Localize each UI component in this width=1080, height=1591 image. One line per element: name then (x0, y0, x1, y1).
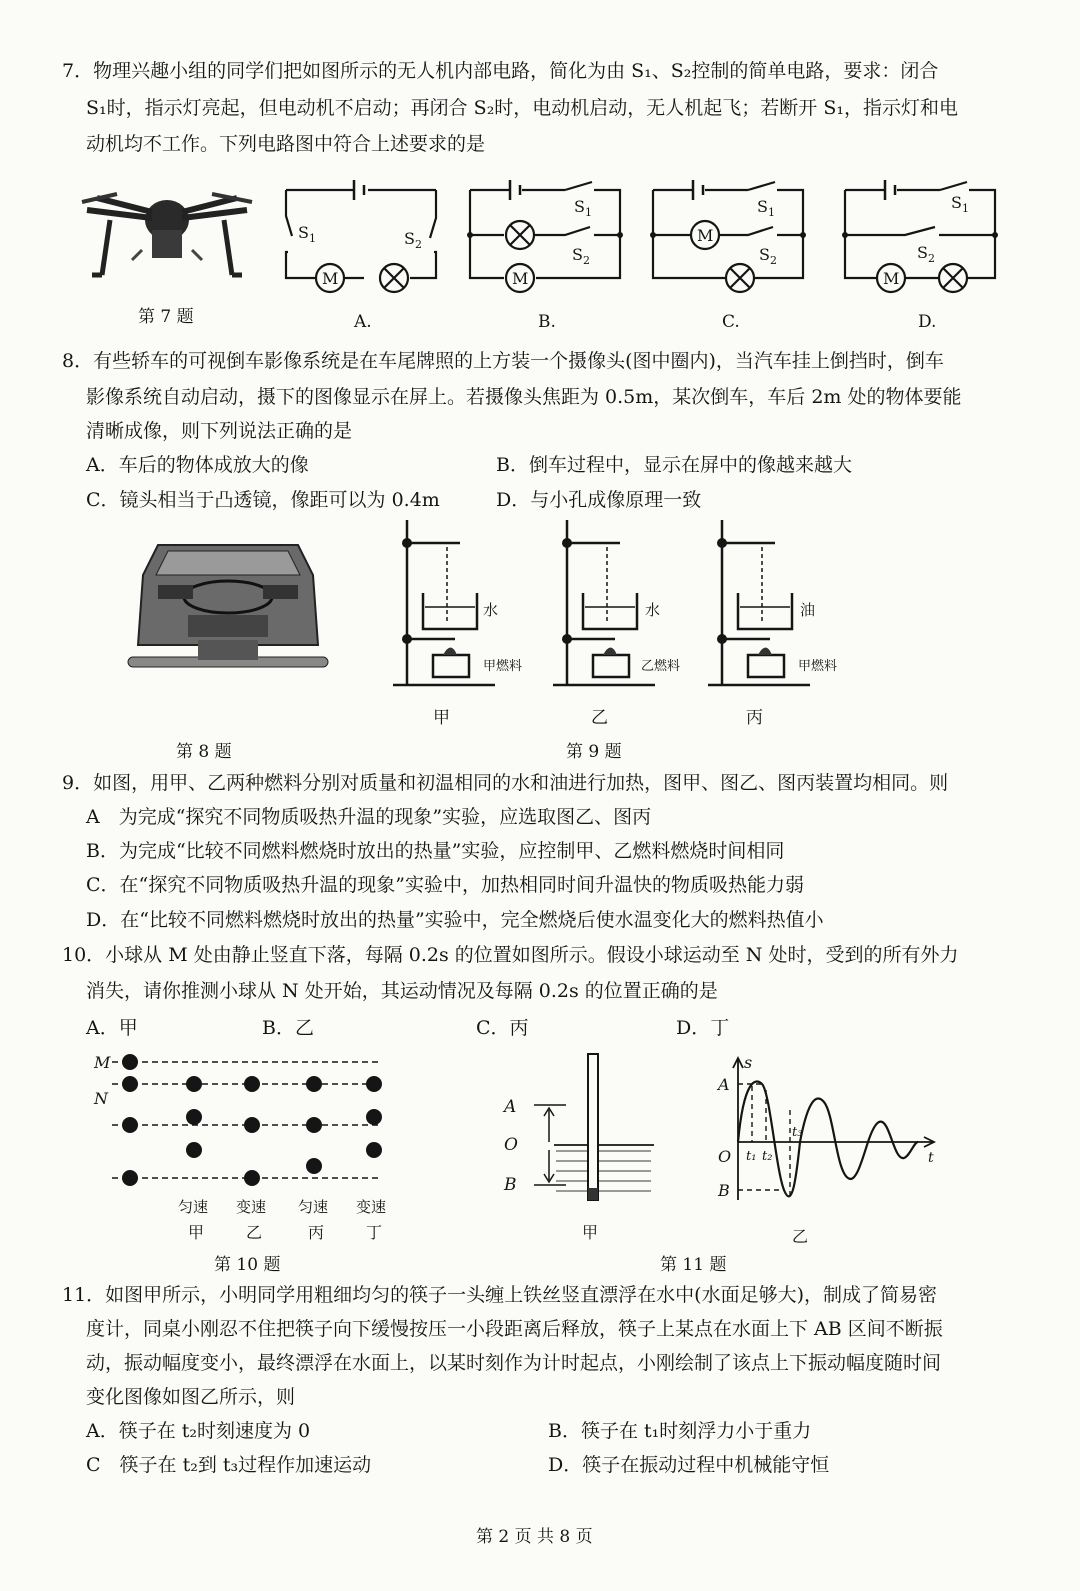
svg-text:乙: 乙 (792, 1227, 809, 1246)
q9-fig-caption: 第 9 题 (566, 742, 622, 762)
svg-text:M: M (512, 269, 529, 288)
q7-option-a: A. (354, 312, 372, 332)
svg-text:B: B (504, 1175, 517, 1195)
svg-text:乙燃料: 乙燃料 (641, 659, 681, 674)
svg-text:S1: $S_1$ (574, 197, 592, 219)
q8-fig-caption: 第 8 题 (176, 742, 232, 762)
svg-text:t₂: t₂ (762, 1149, 773, 1164)
svg-text:S2: $S_2$ (572, 245, 590, 267)
circuit-d (845, 178, 1005, 288)
svg-text:N: N (94, 1089, 108, 1108)
q11-fig-caption: 第 11 题 (660, 1255, 727, 1275)
svg-text:匀速: 匀速 (178, 1198, 209, 1216)
q11-option-b: B．筷子在 t₁时刻浮力小于重力 (548, 1420, 812, 1442)
svg-text:s: s (744, 1053, 753, 1072)
q10-option-a: A．甲 (86, 1017, 138, 1039)
ball-position-diagram (92, 1050, 402, 1250)
q7-fig-caption: 第 7 题 (138, 307, 194, 327)
svg-text:t₁: t₁ (746, 1149, 757, 1164)
q8-option-a: A．车后的物体成放大的像 (86, 454, 309, 476)
page-footer: 第 2 页 共 8 页 (476, 1527, 593, 1547)
q7-line-1: 7．物理兴趣小组的同学们把如图所示的无人机内部电路，简化为由 S₁、S₂控制的简单电路，要求：闭合 (62, 60, 939, 82)
q11-line-2: 度计，同桌小刚忍不住把筷子向下缓慢按压一小段距离后释放，筷子上某点在水面上下 AB 区间不断振 (86, 1318, 943, 1340)
q11-line-4: 变化图像如图乙所示，则 (86, 1386, 296, 1408)
heating-apparatus-yi (545, 515, 685, 690)
q9-apparatus-bing-name: 丙 (746, 708, 763, 728)
q10-fig-caption: 第 10 题 (214, 1255, 281, 1275)
heating-apparatus-jia (385, 515, 525, 690)
q11-option-a: A．筷子在 t₂时刻速度为 0 (86, 1420, 311, 1442)
svg-text:甲: 甲 (188, 1223, 205, 1242)
q10-option-b: B．乙 (262, 1017, 314, 1039)
drone-illustration (82, 180, 252, 290)
q9-apparatus-jia-name: 甲 (433, 708, 450, 728)
svg-text:变速: 变速 (236, 1198, 267, 1216)
q8-option-b: B．倒车过程中，显示在屏中的像越来越大 (496, 454, 852, 476)
q9-option-a: A 为完成“探究不同物质吸热升温的现象”实验，应选取图乙、图丙 (86, 806, 652, 828)
q10-option-d: D．丁 (676, 1017, 730, 1039)
svg-text:丁: 丁 (366, 1223, 383, 1242)
q7-line-2: S₁时，指示灯亮起，但电动机不启动；再闭合 S₂时，电动机启动，无人机起飞；若断开 S₁，指示灯和电 (86, 97, 958, 119)
svg-text:油: 油 (800, 601, 816, 619)
svg-text:S1: $S_1$ (298, 223, 316, 245)
svg-text:S2: $S_2$ (759, 245, 777, 267)
car-rear-illustration (128, 535, 328, 675)
svg-text:B: B (718, 1181, 730, 1200)
svg-text:乙: 乙 (246, 1223, 263, 1242)
q11-option-c: C 筷子在 t₂到 t₃过程作加速运动 (86, 1454, 372, 1476)
q8-line-1: 8．有些轿车的可视倒车影像系统是在车尾牌照的上方装一个摄像头(图中圈内)，当汽车挂上倒挡时，倒车 (62, 350, 944, 372)
circuit-b (470, 178, 630, 288)
svg-text:t: t (928, 1150, 934, 1166)
svg-text:丙: 丙 (308, 1223, 325, 1242)
q7-option-c: C. (722, 312, 740, 332)
svg-text:M: M (94, 1053, 111, 1072)
q10-option-c: C．丙 (476, 1017, 529, 1039)
q8-option-c: C．镜头相当于凸透镜，像距可以为 0.4m (86, 489, 440, 511)
q10-line-1: 10．小球从 M 处由静止竖直下落，每隔 0.2s 的位置如图所示。假设小球运动至 N 处时，受到的所有外力 (62, 944, 959, 966)
q11-option-d: D．筷子在振动过程中机械能守恒 (548, 1454, 830, 1476)
svg-text:S2: $S_2$ (917, 243, 935, 265)
q7-option-b: B. (538, 312, 556, 332)
svg-text:A: A (718, 1075, 730, 1094)
chopstick-in-water (494, 1050, 664, 1240)
svg-text:M: M (697, 226, 714, 245)
q7-line-3: 动机均不工作。下列电路图中符合上述要求的是 (86, 133, 486, 155)
svg-text:A: A (504, 1097, 517, 1117)
svg-text:甲燃料: 甲燃料 (798, 659, 838, 674)
svg-text:水: 水 (483, 601, 499, 619)
svg-text:变速: 变速 (356, 1198, 387, 1216)
circuit-a (286, 178, 446, 288)
svg-text:甲: 甲 (582, 1223, 599, 1242)
svg-text:M: M (322, 269, 339, 288)
svg-text:M: M (883, 269, 900, 288)
q9-apparatus-yi-name: 乙 (591, 708, 608, 728)
q9-option-c: C．在“探究不同物质吸热升温的现象”实验中，加热相同时间升温快的物质吸热能力弱 (86, 874, 804, 896)
q7-option-d: D. (918, 312, 937, 332)
oscillation-graph (700, 1050, 940, 1250)
q9-option-b: B．为完成“比较不同燃料燃烧时放出的热量”实验，应控制甲、乙燃料燃烧时间相同 (86, 840, 785, 862)
svg-text:t₃: t₃ (792, 1125, 803, 1140)
q9-option-d: D．在“比较不同燃料燃烧时放出的热量”实验中，完全燃烧后使水温变化大的燃料热值小 (86, 909, 824, 931)
q9-line-1: 9．如图，用甲、乙两种燃料分别对质量和初温相同的水和油进行加热，图甲、图乙、图丙装置均相同。则 (62, 772, 949, 794)
q8-line-3: 清晰成像，则下列说法正确的是 (86, 420, 353, 442)
q11-line-3: 动，振动幅度变小，最终漂浮在水面上，以某时刻作为计时起点，小刚绘制了该点上下振动幅度随时间 (86, 1352, 942, 1374)
svg-text:S1: $S_1$ (951, 193, 969, 215)
q10-line-2: 消失，请你推测小球从 N 处开始，其运动情况及每隔 0.2s 的位置正确的是 (86, 980, 718, 1002)
svg-text:匀速: 匀速 (298, 1198, 329, 1216)
svg-text:O: O (718, 1147, 732, 1166)
svg-text:甲燃料: 甲燃料 (483, 659, 523, 674)
circuit-c (653, 178, 813, 288)
svg-text:O: O (504, 1135, 518, 1155)
q8-line-2: 影像系统自动启动，摄下的图像显示在屏上。若摄像头焦距为 0.5m，某次倒车，车后 2m 处的物体要能 (86, 386, 962, 408)
svg-text:水: 水 (645, 601, 661, 619)
heating-apparatus-bing (700, 515, 850, 690)
q11-line-1: 11．如图甲所示，小明同学用粗细均匀的筷子一头缠上铁丝竖直漂浮在水中(水面足够大)，制成了简易密 (62, 1284, 938, 1306)
svg-text:S2: $S_2$ (404, 229, 422, 251)
q8-option-d: D．与小孔成像原理一致 (496, 489, 702, 511)
svg-text:S1: $S_1$ (757, 197, 775, 219)
